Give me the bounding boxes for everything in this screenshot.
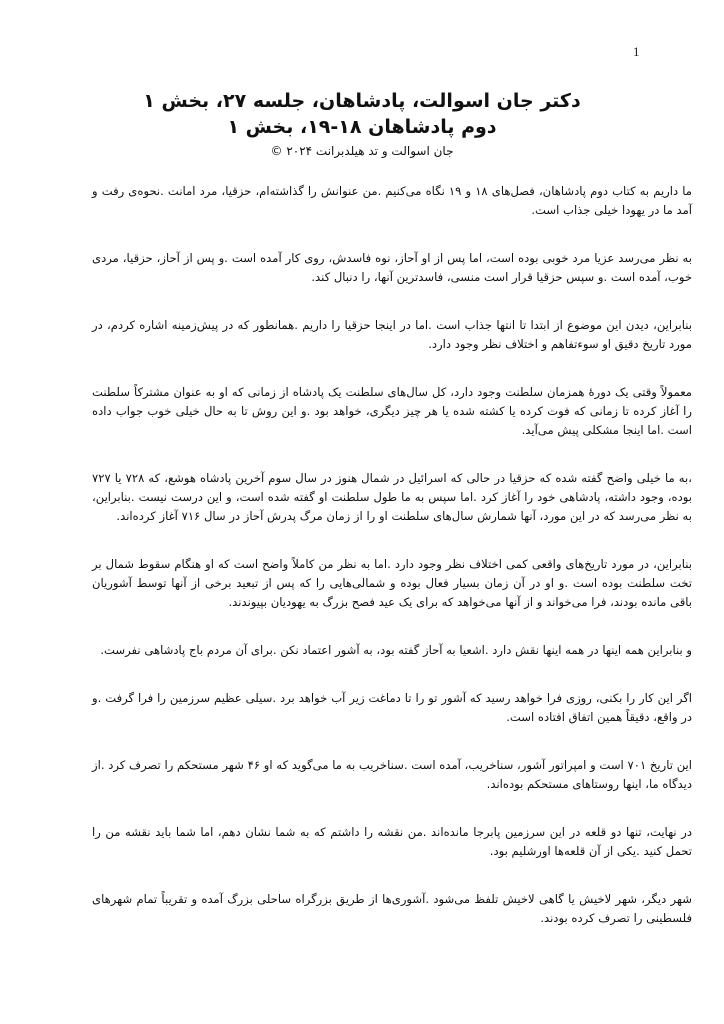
page-number: 1 [633, 44, 640, 59]
paragraph: این تاریخ ۷۰۱ است و امپراتور آشور، سناخریب، آمده است .سناخریب به ما می‌گوید که او ۴۶ شهر مستحکم را تصرف کرد .از دیدگاه ما، اینها روستاهای مستحکم بوده‌اند. [92, 758, 692, 791]
document-subtitle: دوم پادشاهان ۱۸-۱۹، بخش ۱ [227, 116, 497, 138]
paragraph: معمولاً وقتی یک دورهٔ همزمان سلطنت وجود دارد، کل سال‌های سلطنت یک پادشاه از زمانی که او به عنوان مشترکاً سلطنت را آغاز کرده تا زمانی که فوت کرده یا کشته شده یا هر چیز دیگری، خواهد بود .و این روش تا به حال خیلی خوب جواب داده است .اما اینجا مشکلی پیش می‌آید. [92, 385, 692, 437]
paragraph: اگر این کار را بکنی، روزی فرا خواهد رسید که آشور تو را تا دماغت زیر آب خواهد برد .سیلی عظیم سرزمین را فرا گرفت .و در واقع، دقیقاً همین اتفاق افتاده است. [92, 691, 692, 724]
paragraph: ما داریم به کتاب دوم پادشاهان، فصل‌های ۱۸ و ۱۹ نگاه می‌کنیم .من عنوانش را گذاشته‌ام، حزقیا، مرد امانت .نحوه‌ی رفت و آمد ما در یهودا خیلی جذاب است. [92, 184, 692, 217]
copyright-line: جان اسوالت و تد هیلدبرانت ۲۰۲۴ © [270, 144, 454, 158]
paragraph: و بنابراین همه اینها در همه اینها نقش دارد .اشعیا به آحاز گفته بود، به آشور اعتماد نکن .برای آن مردم باج پادشاهی نفرست. [100, 643, 692, 657]
paragraph: ،به ما خیلی واضح گفته شده که حزقیا در حالی که اسرائیل در شمال هنوز در سال سوم آخرین پادشاه هوشع، که ۷۲۸ یا ۷۲۷ بوده، وجود داشته، پادشاهی خود را آغاز کرد .اما سپس به ما طول سلطنت او گفته شده است، و این درست نیست .بنابراین، به نظر می‌رسد که در این مورد، آنها شمارش سال‌های سلطنت او را از زمان مرگ پدرش آحاز در سال ۷۱۶ آغاز کرده‌اند. [92, 471, 692, 523]
document-body [92, 182, 692, 957]
paragraph: بنابراین، در مورد تاریخ‌های واقعی کمی اختلاف نظر وجود دارد .اما به نظر من کاملاً واضح است که او هنگام سقوط شمال بر تخت سلطنت بوده است .و او در آن زمان بسیار فعال بوده و شمالی‌هایی را که پس از تبعید برخی از آنها توسط آشوریان باقی مانده بودند، فرا می‌خواند و از آنها می‌خواهد که برای یک عید فصح بزرگ به یهودیان بپیوندند. [92, 557, 692, 609]
paragraph: بنابراین، دیدن این موضوع از ابتدا تا انتها جذاب است .اما در اینجا حزقیا را داریم .همانطور که در پیش‌زمینه اشاره کردم، در مورد تاریخ دقیق او سوءتفاهم و اختلاف نظر وجود دارد. [92, 318, 692, 351]
paragraph: شهر دیگر، شهر لاخیش یا گاهی لاخیش تلفظ می‌شود .آشوری‌ها از طریق بزرگراه ساحلی بزرگ آمده و تقریباً تمام شهرهای فلسطینی را تصرف کرده بودند. [92, 892, 692, 925]
document-header [60, 88, 664, 160]
paragraph: به نظر می‌رسد عزیا مرد خوبی بوده است، اما پس از او آحاز، نوه فاسدش، روی کار آمده است .و پس از آحاز، حزقیا، مردی خوب، آمده است .و سپس حزقیا قرار است منسی، فاسدترین آنها، را دنبال کند. [92, 251, 692, 284]
document-title: دکتر جان اسوالت، پادشاهان، جلسه ۲۷، بخش ۱ [143, 90, 581, 112]
paragraph: در نهایت، تنها دو قلعه در این سرزمین پابرجا مانده‌اند .من نقشه را داشتم که به شما نشان دهم، اما شما باید نقشه من را تحمل کنید .یکی از آن قلعه‌ها اورشلیم بود. [92, 825, 692, 858]
